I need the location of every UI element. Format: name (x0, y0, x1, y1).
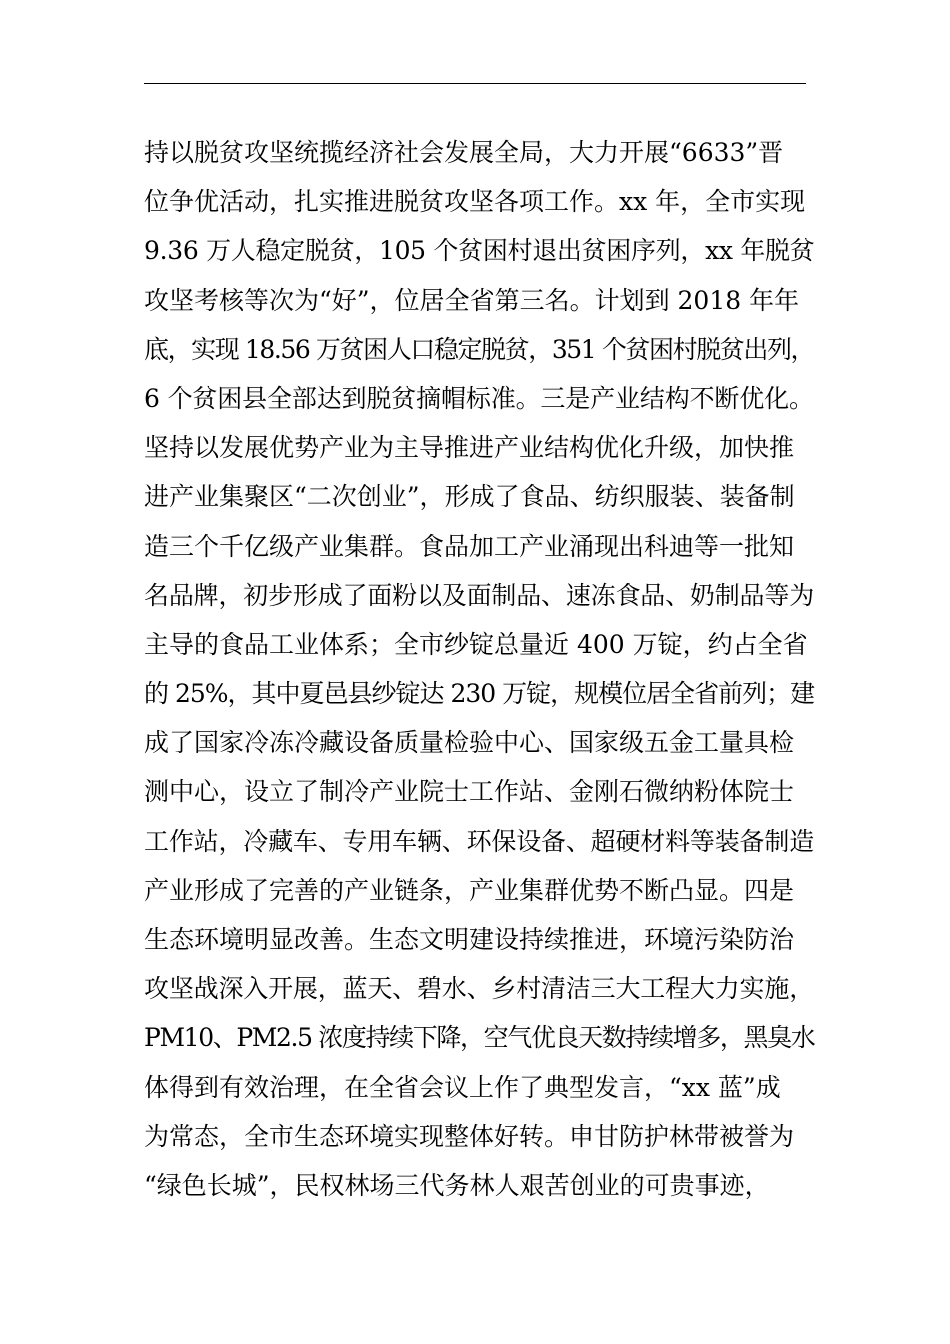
text-line: 6 个贫困县全部达到脱贫摘帽标准。三是产业结构不断优化。 (144, 383, 814, 413)
text-line: 坚持以发展优势产业为主导推进产业结构优化升级，加快推 (144, 433, 795, 463)
text-line: “绿色长城”，民权林场三代务林人艰苦创业的可贵事迹， (144, 1170, 770, 1200)
header-rule (144, 83, 806, 84)
text-line: 持以脱贫攻坚统揽经济社会发展全局，大力开展“6633”晋 (144, 138, 784, 167)
text-line: 测中心，设立了制冷产业院士工作站、金刚石微纳粉体院士 (144, 777, 795, 807)
text-line: 产业形成了完善的产业链条，产业集群优势不断凸显。四是 (144, 875, 795, 905)
text-line: 为常态，全市生态环境实现整体好转。申甘防护林带被誉为 (144, 1121, 795, 1151)
text-line: 进产业集聚区“二次创业”，形成了食品、纺织服装、装备制 (144, 482, 795, 512)
text-line: 造三个千亿级产业集群。食品加工产业涌现出科迪等一批知 (144, 531, 795, 561)
text-line: 工作站，冷藏车、专用车辆、环保设备、超硬材料等装备制造 (144, 826, 815, 856)
text-line: 底，实现 18.56 万贫困人口稳定脱贫，351 个贫困村脱贫出列， (144, 334, 815, 364)
body-paragraph (144, 128, 814, 1210)
text-line: 成了国家冷冻冷藏设备质量检验中心、国家级五金工量具检 (144, 728, 795, 758)
text-line: 生态环境明显改善。生态文明建设持续推进，环境污染防治 (144, 925, 795, 954)
text-line: 名品牌，初步形成了面粉以及面制品、速冻食品、奶制品等为 (144, 580, 815, 610)
text-line: 攻坚考核等次为“好”，位居全省第三名。计划到 2018 年年 (144, 285, 800, 315)
text-line: 体得到有效治理，在全省会议上作了典型发言，“xx 蓝”成 (144, 1072, 781, 1102)
text-line: 的 25%，其中夏邑县纱锭达 230 万锭，规模位居全省前列；建 (144, 679, 815, 709)
text-line: 主导的食品工业体系；全市纱锭总量近 400 万锭，约占全省 (144, 629, 808, 659)
text-line: 9.36 万人稳定脱贫，105 个贫困村退出贫困序列，xx 年脱贫 (144, 236, 815, 266)
text-line: 位争优活动，扎实推进脱贫攻坚各项工作。xx 年，全市实现 (144, 187, 806, 217)
text-line: PM10、PM2.5 浓度持续下降，空气优良天数持续增多，黑臭水 (144, 1023, 815, 1053)
text-line: 攻坚战深入开展，蓝天、碧水、乡村清洁三大工程大力实施， (144, 974, 815, 1004)
